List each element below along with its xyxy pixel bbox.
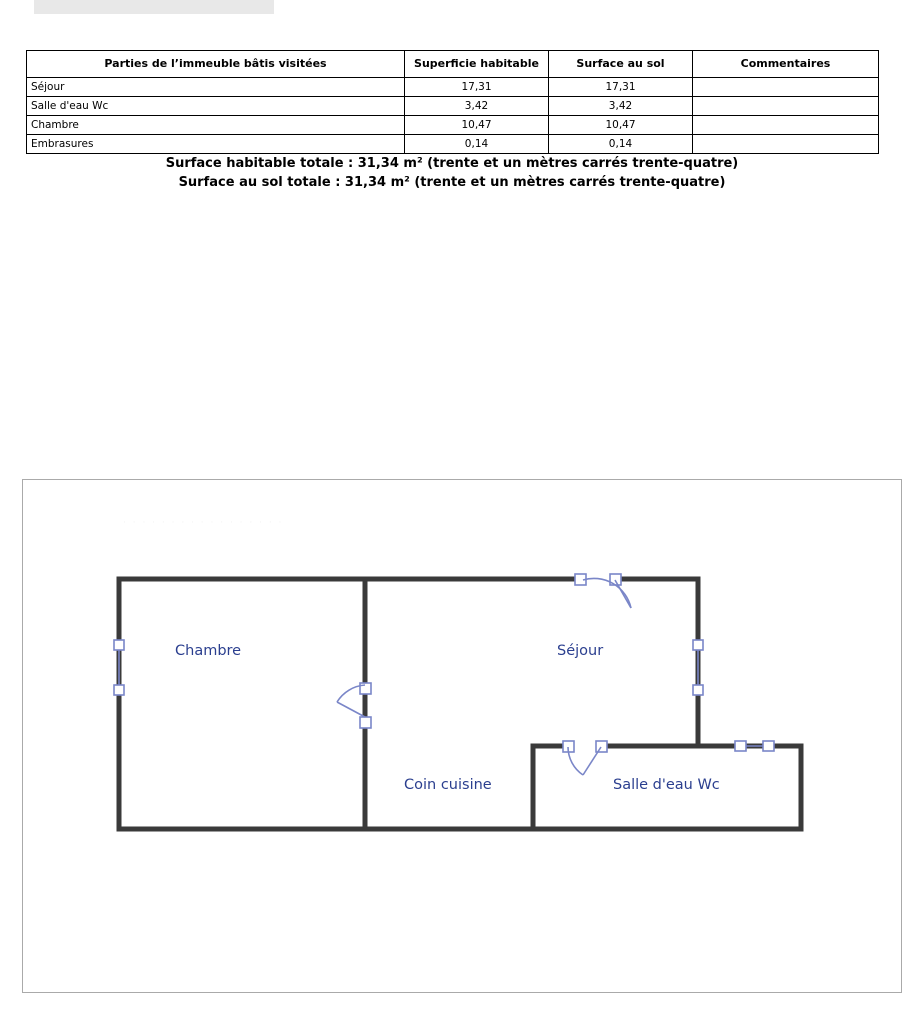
column-header-surface-au-sol: Surface au sol <box>549 51 693 78</box>
page-top-grey-bar <box>34 0 274 14</box>
surface-table-container <box>26 50 878 154</box>
room-label-salle-deau-wc: Salle d'eau Wc <box>613 777 720 793</box>
cell-commentaires <box>693 116 879 135</box>
cell-superficie-habitable: 0,14 <box>405 135 549 154</box>
plan-watermark-text: · · · · · · · · · · · · · · · · · <box>123 518 284 528</box>
cell-partie: Embrasures <box>27 135 405 154</box>
table-row <box>27 97 879 116</box>
cell-commentaires <box>693 78 879 97</box>
table-header-row <box>27 51 879 78</box>
floor-plan-drawing <box>23 480 901 992</box>
cell-surface-au-sol: 3,42 <box>549 97 693 116</box>
cell-partie: Salle d'eau Wc <box>27 97 405 116</box>
surface-table <box>26 50 879 154</box>
table-row <box>27 78 879 97</box>
cell-surface-au-sol: 10,47 <box>549 116 693 135</box>
cell-superficie-habitable: 10,47 <box>405 116 549 135</box>
room-label-chambre: Chambre <box>175 643 242 659</box>
cell-partie: Chambre <box>27 116 405 135</box>
floor-plan-container <box>22 479 902 993</box>
cell-surface-au-sol: 0,14 <box>549 135 693 154</box>
column-header-parties: Parties de l’immeuble bâtis visitées <box>27 51 405 78</box>
cell-partie: Séjour <box>27 78 405 97</box>
total-surface-habitable: Surface habitable totale : 31,34 m² (trente et un mètres carrés trente-quatre) <box>165 156 739 171</box>
room-label-sejour: Séjour <box>557 643 604 659</box>
cell-surface-au-sol: 17,31 <box>549 78 693 97</box>
totals-block <box>26 155 878 193</box>
total-surface-au-sol: Surface au sol totale : 31,34 m² (trente et un mètres carrés trente-quatre) <box>178 174 726 190</box>
room-label-coin-cuisine: Coin cuisine <box>404 777 492 793</box>
cell-superficie-habitable: 3,42 <box>405 97 549 116</box>
table-row <box>27 116 879 135</box>
cell-commentaires <box>693 97 879 116</box>
cell-superficie-habitable: 17,31 <box>405 78 549 97</box>
column-header-commentaires: Commentaires <box>693 51 879 78</box>
cell-commentaires <box>693 135 879 154</box>
column-header-superficie-habitable: Superficie habitable <box>405 51 549 78</box>
table-row <box>27 135 879 154</box>
